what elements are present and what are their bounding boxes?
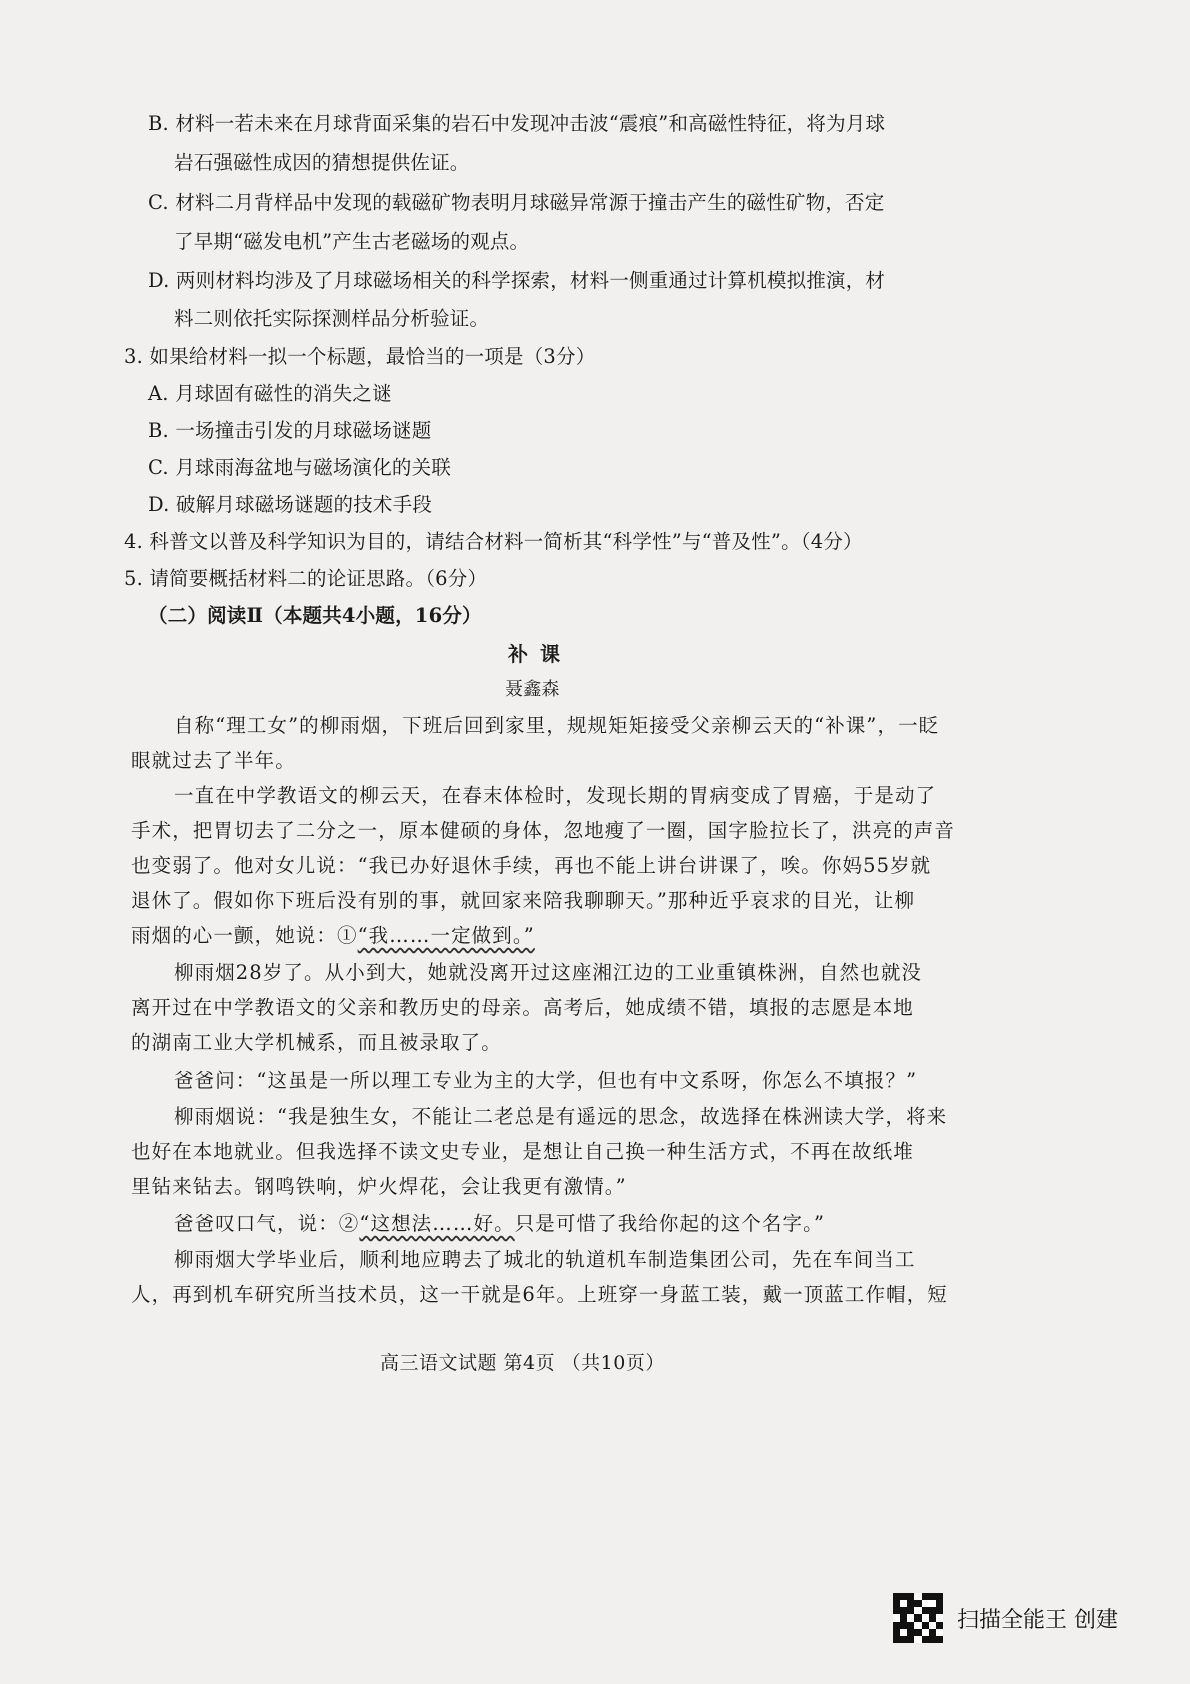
story-line: 爸爸问：“这虽是一所以理工专业为主的大学，但也有中文系呀，你怎么不填报？” bbox=[174, 1069, 918, 1092]
story-line: 柳雨烟大学毕业后，顺利地应聘去了城北的轨道机车制造集团公司，先在车间当工 bbox=[174, 1248, 916, 1271]
watermark-text: 扫描全能王 创建 bbox=[957, 1607, 1118, 1633]
question-4: 4. 科普文以普及科学知识为目的，请结合材料一简析其“科学性”与“普及性”。（4分） bbox=[124, 530, 863, 553]
story-line: 离开过在中学教语文的父亲和教历史的母亲。高考后，她成绩不错，填报的志愿是本地 bbox=[131, 996, 914, 1019]
story-line: 退休了。假如你下班后没有别的事，就回家来陪我聊聊天。”那种近乎哀求的目光，让柳 bbox=[131, 889, 916, 912]
page-footer: 高三语文试题 第4页 （共10页） bbox=[380, 1352, 665, 1374]
question-3-stem: 3. 如果给材料一拟一个标题，最恰当的一项是（3分） bbox=[124, 345, 596, 368]
story-line bbox=[174, 1211, 825, 1237]
story-line: 自称“理工女”的柳雨烟，下班后回到家里，规规矩矩接受父亲柳云天的“补课”，一眨 bbox=[174, 714, 940, 737]
underlined-quote-2: “这想法……好。 bbox=[359, 1212, 515, 1235]
option-b-line1: B. 材料一若未来在月球背面采集的岩石中发现冲击波“震痕”和高磁性特征，将为月球 bbox=[148, 112, 886, 135]
story-line: 手术，把胃切去了二分之一，原本健硕的身体，忽地瘦了一圈，国字脸拉长了，洪亮的声音 bbox=[131, 819, 956, 842]
question-3-option-b: B. 一场撞击引发的月球磁场谜题 bbox=[148, 419, 432, 442]
option-d-line1: D. 两则材料均涉及了月球磁场相关的科学探索，材料一侧重通过计算机模拟推演，材 bbox=[148, 269, 886, 292]
story-line: 的湖南工业大学机械系，而且被录取了。 bbox=[131, 1031, 502, 1054]
story-line: 一直在中学教语文的柳云天，在春末体检时，发现长期的胃病变成了胃癌，于是动了 bbox=[174, 784, 937, 807]
story-line: 也变弱了。他对女儿说：“我已办好退休手续，再也不能上讲台讲课了，唉。你妈55岁就 bbox=[131, 854, 932, 877]
story-line: 柳雨烟说：“我是独生女，不能让二老总是有遥远的思念，故选择在株洲读大学，将来 bbox=[174, 1105, 948, 1128]
story-line bbox=[131, 923, 535, 949]
option-c-line2: 了早期“磁发电机”产生古老磁场的观点。 bbox=[174, 230, 530, 253]
option-d-line2: 料二则依托实际探测样品分析验证。 bbox=[174, 307, 490, 330]
story-title: 补课 bbox=[508, 642, 572, 666]
story-line-text: 爸爸叹口气，说：② bbox=[174, 1212, 360, 1235]
question-5: 5. 请简要概括材料二的论证思路。（6分） bbox=[124, 567, 488, 590]
qr-code-icon bbox=[893, 1593, 943, 1643]
question-3-option-a: A. 月球固有磁性的消失之谜 bbox=[148, 382, 392, 405]
story-line: 里钻来钻去。钢鸣铁响，炉火焊花，会让我更有激情。” bbox=[131, 1175, 627, 1198]
story-line: 也好在本地就业。但我选择不读文史专业，是想让自己换一种生活方式，不再在故纸堆 bbox=[131, 1140, 914, 1163]
story-line-text: 雨烟的心一颤，她说：① bbox=[131, 924, 358, 947]
story-line: 眼就过去了半年。 bbox=[131, 749, 296, 772]
story-author: 聂鑫森 bbox=[505, 679, 560, 700]
scanner-watermark bbox=[893, 1590, 1183, 1646]
question-3-option-c: C. 月球雨海盆地与磁场演化的关联 bbox=[148, 456, 452, 479]
question-3-option-d: D. 破解月球磁场谜题的技术手段 bbox=[148, 493, 433, 516]
option-c-line1: C. 材料二月背样品中发现的载磁矿物表明月球磁异常源于撞击产生的磁性矿物，否定 bbox=[148, 191, 885, 214]
story-line: 柳雨烟28岁了。从小到大，她就没离开过这座湘江边的工业重镇株洲，自然也就没 bbox=[174, 961, 923, 984]
option-b-line2: 岩石强磁性成因的猜想提供佐证。 bbox=[174, 151, 470, 174]
section-heading: （二）阅读Ⅱ（本题共4小题，16分） bbox=[148, 604, 482, 627]
story-line: 人，再到机车研究所当技术员，这一干就是6年。上班穿一身蓝工装，戴一顶蓝工作帽，短 bbox=[131, 1283, 948, 1306]
underlined-quote-1: “我……一定做到。” bbox=[357, 924, 535, 947]
story-line-text: 只是可惜了我给你起的这个名字。” bbox=[514, 1212, 826, 1235]
